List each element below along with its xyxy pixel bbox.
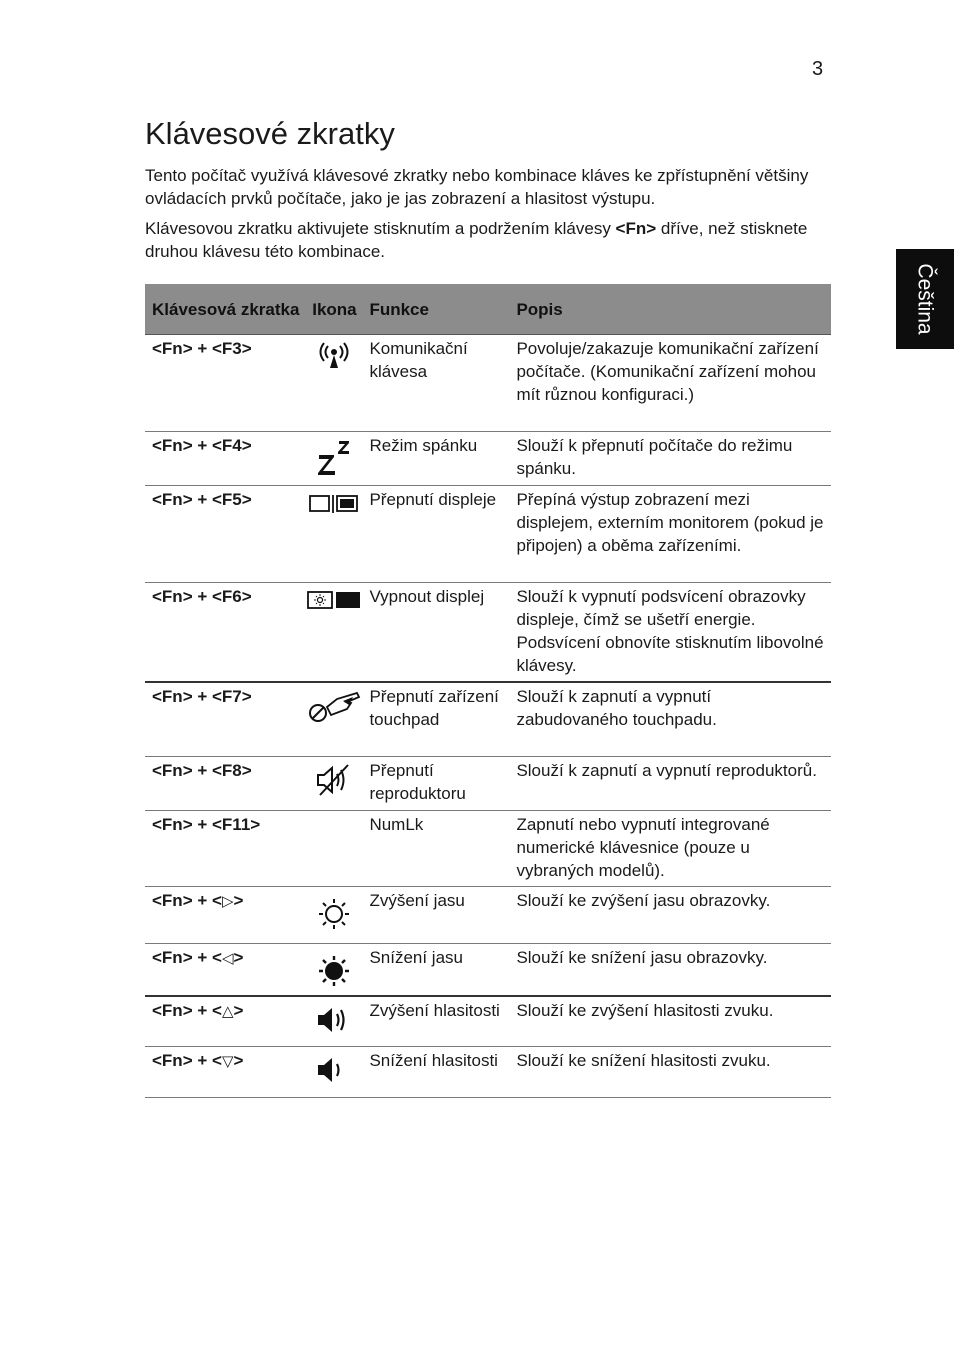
row-key: <Fn> + <▷> xyxy=(145,886,306,943)
intro-text-after: dříve, než stisknete druhou klávesu této kombinace. xyxy=(145,219,808,261)
table-row xyxy=(145,682,831,756)
row-function: Přepnutí displeje xyxy=(362,486,509,583)
row-function: Režim spánku xyxy=(362,432,509,486)
row-description: Slouží k vypnutí podsvícení obrazovky displeje, čímž se ušetří energie. Podsvícení obnovíte stisknutím libovolné klávesy. xyxy=(509,583,831,683)
speaker-mute-icon xyxy=(314,763,354,797)
empty-icon-cell xyxy=(306,810,362,886)
row-key: <Fn> + <◁> xyxy=(145,943,306,996)
row-function: NumLk xyxy=(362,810,509,886)
row-key: <Fn> + <F8> xyxy=(145,756,306,810)
row-function: Přepnutí reproduktoru xyxy=(362,756,509,810)
header-description: Popis xyxy=(509,284,831,335)
brightness-up-icon xyxy=(314,893,354,931)
volume-down-icon xyxy=(314,1053,354,1087)
page-number: 3 xyxy=(812,58,824,80)
row-function: Přepnutí zařízení touchpad xyxy=(362,682,509,756)
row-key: <Fn> + <▽> xyxy=(145,1046,306,1097)
display-toggle-icon xyxy=(308,492,360,516)
touchpad-toggle-icon xyxy=(307,689,361,723)
row-description: Slouží ke snížení jasu obrazovky. xyxy=(509,943,831,996)
right-arrow-icon: ▷ xyxy=(221,891,234,910)
table-row xyxy=(145,1046,831,1097)
row-function: Komunikační klávesa xyxy=(362,335,509,432)
table-header-row xyxy=(145,284,831,335)
header-icon: Ikona xyxy=(306,284,362,335)
row-key: <Fn> + <F6> xyxy=(145,583,306,683)
intro-text-before: Klávesovou zkratku aktivujete stisknutím a podržením klávesy xyxy=(145,219,616,238)
header-key: Klávesová zkratka xyxy=(145,284,306,335)
row-key: <Fn> + <F11> xyxy=(145,810,306,886)
row-key: <Fn> + <F4> xyxy=(145,432,306,486)
row-function: Zvýšení jasu xyxy=(362,886,509,943)
table-row xyxy=(145,756,831,810)
row-key: <Fn> + <F5> xyxy=(145,486,306,583)
down-arrow-icon: ▽ xyxy=(221,1051,234,1070)
language-tab xyxy=(896,249,954,349)
row-key: <Fn> + <F7> xyxy=(145,682,306,756)
table-row xyxy=(145,486,831,583)
table-row xyxy=(145,943,831,996)
row-description: Povoluje/zakazuje komunikační zařízení počítače. (Komunikační zařízení mohou mít různou konfiguraci.) xyxy=(509,335,831,432)
row-function: Snížení jasu xyxy=(362,943,509,996)
row-key: <Fn> + <△> xyxy=(145,996,306,1046)
up-arrow-icon: △ xyxy=(221,1002,234,1020)
row-description: Slouží k přepnutí počítače do režimu spánku. xyxy=(509,432,831,486)
sleep-icon xyxy=(314,438,354,476)
row-key: <Fn> + <F3> xyxy=(145,335,306,432)
table-row xyxy=(145,810,831,886)
table-row xyxy=(145,335,831,432)
table-row xyxy=(145,583,831,683)
row-description: Slouží ke snížení hlasitosti zvuku. xyxy=(509,1046,831,1097)
row-description: Slouží ke zvýšení jasu obrazovky. xyxy=(509,886,831,943)
row-description: Slouží ke zvýšení hlasitosti zvuku. xyxy=(509,996,831,1046)
language-tab-label: Čeština xyxy=(914,263,938,335)
row-function: Vypnout displej xyxy=(362,583,509,683)
table-row xyxy=(145,432,831,486)
brightness-down-icon xyxy=(314,950,354,988)
row-function: Snížení hlasitosti xyxy=(362,1046,509,1097)
fn-key-label: <Fn> xyxy=(615,219,657,238)
shortcuts-table xyxy=(145,284,831,1098)
left-arrow-icon: ◁ xyxy=(221,948,234,967)
row-description: Slouží k zapnutí a vypnutí reproduktorů. xyxy=(509,756,831,810)
display-off-icon xyxy=(306,589,362,611)
page-title: Klávesové zkratky xyxy=(145,116,395,151)
wireless-icon xyxy=(314,341,354,371)
row-function: Zvýšení hlasitosti xyxy=(362,996,509,1046)
intro-paragraph-1: Tento počítač využívá klávesové zkratky nebo kombinace kláves ke zpřístupnění většiny ovládacích prvků počítače, jako je jas zobrazení a hlasitost výstupu. xyxy=(145,166,809,208)
table-row xyxy=(145,886,831,943)
row-description: Přepíná výstup zobrazení mezi displejem, externím monitorem (pokud je připojen) a oběma zařízeními. xyxy=(509,486,831,583)
header-function: Funkce xyxy=(362,284,509,335)
row-description: Zapnutí nebo vypnutí integrované numerické klávesnice (pouze u vybraných modelů). xyxy=(509,810,831,886)
row-description: Slouží k zapnutí a vypnutí zabudovaného touchpadu. xyxy=(509,682,831,756)
table-row xyxy=(145,996,831,1046)
intro-paragraph-2 xyxy=(145,217,825,263)
volume-up-icon xyxy=(314,1003,354,1037)
